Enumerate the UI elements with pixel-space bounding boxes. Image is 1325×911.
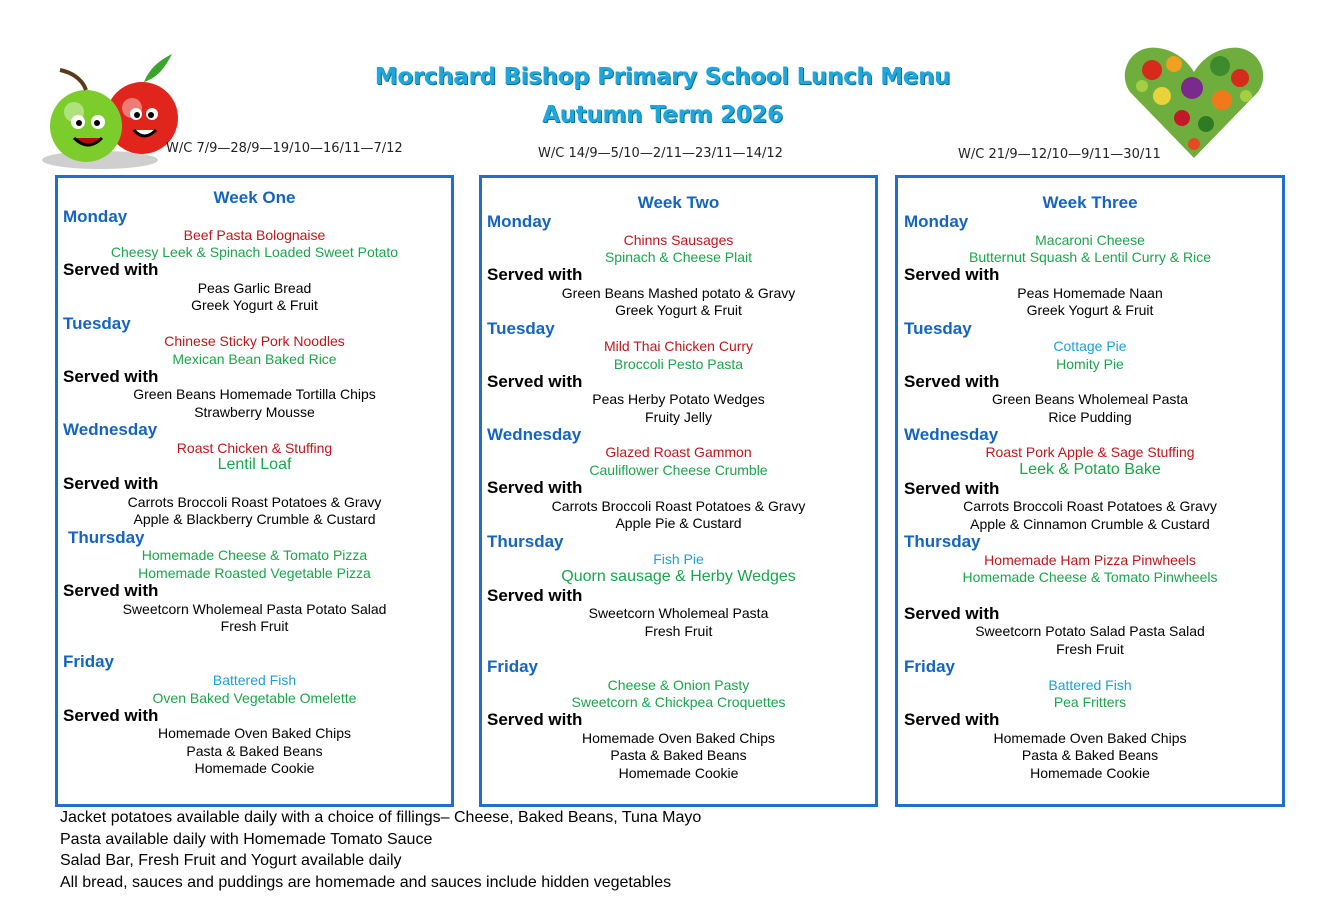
day-wednesday: Wednesday <box>63 420 158 439</box>
menu-item: Broccoli Pesto Pasta <box>613 356 744 372</box>
side-item: Homemade Cookie <box>194 760 315 776</box>
week-title: Week One <box>213 188 296 207</box>
side-item: Pasta & Baked Beans <box>1021 747 1159 763</box>
side-item: Fresh Fruit <box>644 623 713 639</box>
side-item: Homemade Cookie <box>618 765 739 781</box>
menu-item: Leek & Potato Bake <box>1019 461 1161 478</box>
side-item: Carrots Broccoli Roast Potatoes & Gravy <box>127 494 382 510</box>
side-item: Peas Herby Potato Wedges <box>592 391 765 407</box>
side-item: Homemade Cookie <box>1030 765 1150 781</box>
week-three-panel <box>895 175 1285 807</box>
side-item: Peas Garlic Bread <box>197 280 312 296</box>
footer-note: Pasta available daily with Homemade Tomato Sauce <box>60 831 433 848</box>
day-tuesday: Tuesday <box>904 319 972 338</box>
week-two-panel <box>479 175 878 807</box>
served-with-label: Served with <box>487 372 583 391</box>
menu-item: Battered Fish <box>212 672 297 688</box>
menu-item: Chinese Sticky Pork Noodles <box>164 333 345 349</box>
menu-item: Homemade Roasted Vegetable Pizza <box>138 565 371 581</box>
week-title: Week Three <box>1042 193 1138 212</box>
menu-item: Roast Pork Apple & Sage Stuffing <box>985 444 1195 460</box>
menu-item: Chinns Sausages <box>623 232 734 248</box>
page-subtitle: Autumn Term 2026 <box>542 102 783 128</box>
served-with-label: Served with <box>487 265 583 284</box>
side-item: Apple & Cinnamon Crumble & Custard <box>970 516 1210 532</box>
served-with-label: Served with <box>904 479 1000 498</box>
served-with-label: Served with <box>904 372 1000 391</box>
served-with-label: Served with <box>63 260 159 279</box>
menu-item: Homity Pie <box>1056 356 1124 372</box>
served-with-label: Served with <box>487 710 583 729</box>
side-item: Homemade Oven Baked Chips <box>158 725 351 741</box>
side-item: Carrots Broccoli Roast Potatoes & Gravy <box>551 498 806 514</box>
side-item: Greek Yogurt & Fruit <box>615 302 742 318</box>
menu-item: Lentil Loaf <box>217 456 292 473</box>
served-with-label: Served with <box>63 367 159 386</box>
menu-item: Mild Thai Chicken Curry <box>603 338 754 354</box>
side-item: Apple & Blackberry Crumble & Custard <box>133 511 376 527</box>
day-wednesday: Wednesday <box>487 425 582 444</box>
side-item: Rice Pudding <box>1048 409 1132 425</box>
page-title: Morchard Bishop Primary School Lunch Menu <box>374 64 951 90</box>
menu-item: Cheesy Leek & Spinach Loaded Sweet Potato <box>110 244 399 260</box>
day-friday: Friday <box>904 657 956 676</box>
menu-item: Macaroni Cheese <box>1035 232 1145 248</box>
menu-item: Cottage Pie <box>1053 338 1127 354</box>
day-friday: Friday <box>487 657 539 676</box>
side-item: Sweetcorn Wholemeal Pasta Potato Salad <box>122 601 387 617</box>
side-item: Pasta & Baked Beans <box>610 747 747 763</box>
served-with-label: Served with <box>63 706 159 725</box>
day-thursday: Thursday <box>487 532 564 551</box>
side-item: Greek Yogurt & Fruit <box>1026 302 1154 318</box>
side-item: Green Beans Mashed potato & Gravy <box>561 285 796 301</box>
menu-item: Mexican Bean Baked Rice <box>172 351 337 367</box>
side-item: Sweetcorn Potato Salad Pasta Salad <box>975 623 1205 639</box>
side-item: Homemade Oven Baked Chips <box>582 730 775 746</box>
menu-item: Butternut Squash & Lentil Curry & Rice <box>968 249 1211 265</box>
side-item: Fresh Fruit <box>220 618 289 634</box>
menu-item: Glazed Roast Gammon <box>605 444 752 460</box>
side-item: Green Beans Wholemeal Pasta <box>991 391 1189 407</box>
menu-item: Roast Chicken & Stuffing <box>176 440 333 456</box>
served-with-label: Served with <box>904 710 1000 729</box>
day-friday: Friday <box>63 652 115 671</box>
menu-item: Beef Pasta Bolognaise <box>183 227 326 243</box>
menu-item: Homemade Ham Pizza Pinwheels <box>984 552 1196 568</box>
side-item: Peas Homemade Naan <box>1017 285 1163 301</box>
side-item: Sweetcorn Wholemeal Pasta <box>588 605 769 621</box>
day-monday: Monday <box>904 212 969 231</box>
side-item: Green Beans Homemade Tortilla Chips <box>133 386 376 402</box>
served-with-label: Served with <box>63 581 159 600</box>
day-thursday: Thursday <box>904 532 981 551</box>
served-with-label: Served with <box>904 265 1000 284</box>
footer-note: Jacket potatoes available daily with a choice of fillings– Cheese, Baked Beans, Tuna Mayo <box>60 809 702 826</box>
side-item: Apple Pie & Custard <box>615 515 742 531</box>
menu-item: Cheese & Onion Pasty <box>607 677 750 693</box>
day-thursday: Thursday <box>68 528 145 547</box>
week-one-dates: W/C 7/9—28/9—19/10—16/11—7/12 <box>166 141 403 156</box>
menu-item: Quorn sausage & Herby Wedges <box>561 568 796 585</box>
menu-item: Spinach & Cheese Plait <box>604 249 753 265</box>
side-item: Fresh Fruit <box>1056 641 1124 657</box>
served-with-label: Served with <box>487 586 583 605</box>
menu-item: Cauliflower Cheese Crumble <box>589 462 768 478</box>
side-item: Carrots Broccoli Roast Potatoes & Gravy <box>963 498 1217 514</box>
menu-item: Oven Baked Vegetable Omelette <box>152 690 357 706</box>
day-tuesday: Tuesday <box>63 314 131 333</box>
served-with-label: Served with <box>63 474 159 493</box>
menu-item: Pea Fritters <box>1053 694 1127 710</box>
week-two-dates: W/C 14/9—5/10—2/11—23/11—14/12 <box>538 146 783 161</box>
day-tuesday: Tuesday <box>487 319 555 338</box>
footer-note: Salad Bar, Fresh Fruit and Yogurt available daily <box>60 852 402 869</box>
week-title: Week Two <box>637 193 720 212</box>
menu-item: Battered Fish <box>1048 677 1132 693</box>
side-item: Greek Yogurt & Fruit <box>191 297 318 313</box>
menu-item: Homemade Cheese & Tomato Pinwheels <box>962 569 1218 585</box>
side-item: Homemade Oven Baked Chips <box>993 730 1187 746</box>
day-monday: Monday <box>63 207 128 226</box>
day-wednesday: Wednesday <box>904 425 999 444</box>
vegetable-heart-icon <box>1122 40 1267 160</box>
menu-item: Sweetcorn & Chickpea Croquettes <box>571 694 786 710</box>
side-item: Pasta & Baked Beans <box>186 743 323 759</box>
served-with-label: Served with <box>904 604 1000 623</box>
side-item: Strawberry Mousse <box>194 404 315 420</box>
served-with-label: Served with <box>487 478 583 497</box>
footer-note: All bread, sauces and puddings are homemade and sauces include hidden vegetables <box>60 874 672 891</box>
menu-item: Fish Pie <box>653 551 704 567</box>
week-three-dates: W/C 21/9—12/10—9/11—30/11 <box>958 147 1161 162</box>
week-one-panel <box>55 175 454 807</box>
menu-item: Homemade Cheese & Tomato Pizza <box>141 547 368 563</box>
side-item: Fruity Jelly <box>645 409 712 425</box>
day-monday: Monday <box>487 212 552 231</box>
